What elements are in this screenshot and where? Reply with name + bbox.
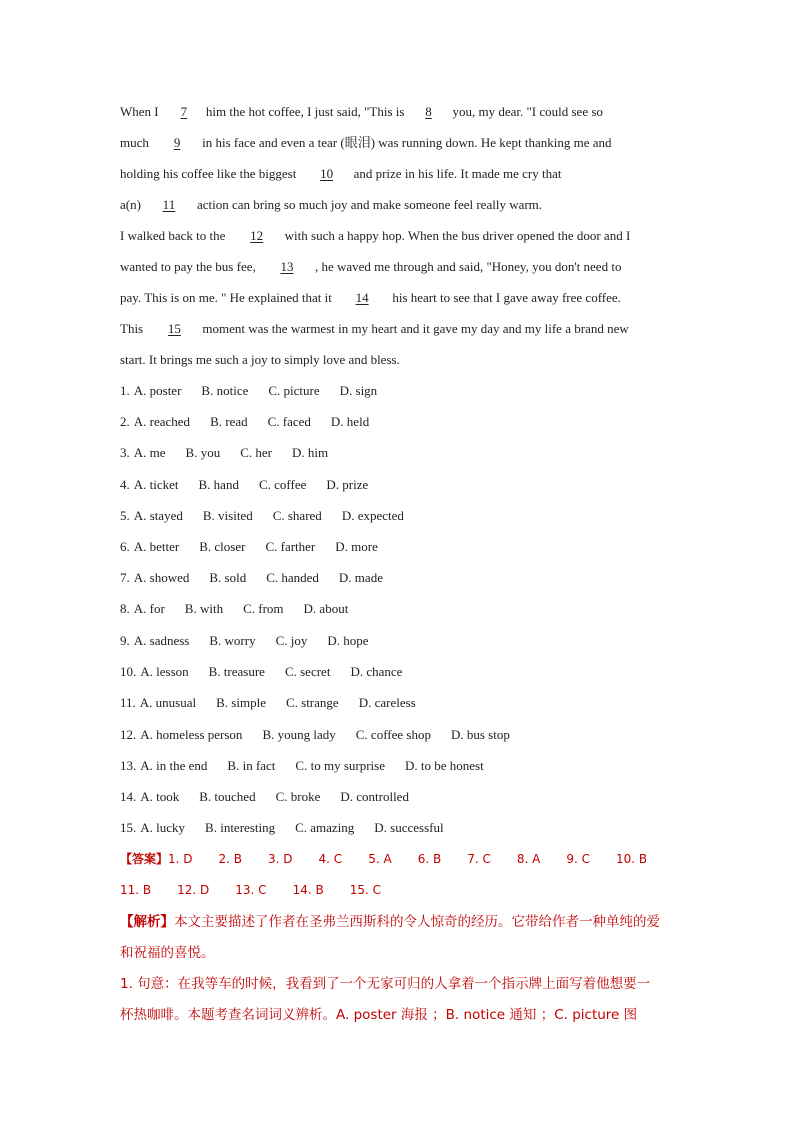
option-d: D. bus stop — [450, 727, 510, 742]
answer-item: 2. B — [218, 852, 243, 866]
answer-item: 6. B — [417, 852, 442, 866]
option-b: B. you — [185, 445, 221, 460]
blank-13: 13 — [280, 259, 294, 274]
passage-line-8 — [120, 320, 629, 338]
blank-8: 8 — [425, 104, 432, 119]
blank-14: 14 — [355, 290, 369, 305]
question-4 — [120, 476, 388, 494]
question-9 — [120, 632, 389, 650]
option-a: A. lesson — [140, 664, 189, 679]
option-a: A. poster — [133, 383, 182, 398]
text-segment: a(n) — [120, 197, 141, 212]
text-segment: pay. This is on me. " He explained that it — [120, 290, 336, 305]
option-b: B. closer — [199, 539, 246, 554]
option-b: B. read — [210, 414, 248, 429]
text-segment: When I — [120, 104, 162, 119]
option-a: A. lucky — [140, 820, 186, 835]
option-d: D. expected — [341, 508, 404, 523]
option-d: D. chance — [350, 664, 403, 679]
question-10 — [120, 663, 422, 681]
option-d: D. made — [338, 570, 383, 585]
option-c: C. from — [243, 601, 284, 616]
option-d: D. more — [335, 539, 378, 554]
option-c: C. strange — [285, 695, 339, 710]
text-segment: much — [120, 135, 153, 150]
question-number: 13. — [120, 758, 137, 773]
analysis-text: 和祝福的喜悦。 — [120, 945, 215, 961]
blank-9: 9 — [173, 135, 181, 150]
option-c: C. picture — [268, 383, 320, 398]
option-c: C. farther — [265, 539, 316, 554]
passage-line-5 — [120, 227, 630, 245]
option-b: B. hand — [198, 477, 239, 492]
text-segment: I walked back to the — [120, 228, 229, 243]
question-number: 6. — [120, 539, 130, 554]
text-segment: you, my dear. "I could see so — [452, 104, 603, 119]
option-a: A. stayed — [133, 508, 183, 523]
question-number: 10. — [120, 664, 137, 679]
answer-item: 14. B — [292, 883, 324, 897]
text-segment: and prize in his life. It made me cry that — [353, 166, 562, 181]
option-c: C. secret — [284, 664, 331, 679]
option-c: C. handed — [266, 570, 319, 585]
analysis-text: 1. 句意：在我等车的时候，我看到了一个无家可归的人拿着一个指示牌上面写着他想要一 — [120, 976, 651, 992]
option-b: B. with — [184, 601, 224, 616]
blank-10: 10 — [320, 166, 334, 181]
option-b: B. sold — [209, 570, 247, 585]
blank-12: 12 — [250, 228, 264, 243]
question-12 — [120, 726, 530, 744]
option-d: D. prize — [326, 477, 369, 492]
option-d: D. held — [330, 414, 370, 429]
option-c: C. joy — [275, 633, 308, 648]
text-segment: wanted to pay the bus fee, — [120, 259, 259, 274]
option-b: B. treasure — [208, 664, 265, 679]
option-a: A. sadness — [133, 633, 190, 648]
answer-item: 15. C — [349, 883, 381, 897]
question-14 — [120, 788, 429, 806]
question-6 — [120, 538, 398, 556]
option-a: A. ticket — [133, 477, 179, 492]
answer-item: 7. C — [467, 852, 491, 866]
text-segment: him the hot coffee, I just said, "This is — [205, 104, 405, 119]
passage-line-9 — [120, 351, 400, 369]
question-number: 7. — [120, 570, 130, 585]
question-1 — [120, 382, 397, 400]
option-d: D. him — [291, 445, 329, 460]
passage-line-4 — [120, 196, 542, 214]
question-number: 9. — [120, 633, 130, 648]
question-number: 2. — [120, 414, 130, 429]
option-a: A. unusual — [139, 695, 197, 710]
answer-row-1 — [120, 850, 673, 868]
option-d: D. to be honest — [404, 758, 484, 773]
question-number: 4. — [120, 477, 130, 492]
option-d: D. successful — [374, 820, 444, 835]
question-number: 5. — [120, 508, 130, 523]
option-b: B. young lady — [262, 727, 336, 742]
question-11 — [120, 694, 436, 712]
question-2 — [120, 413, 389, 431]
option-a: A. me — [133, 445, 166, 460]
question-3 — [120, 444, 348, 462]
option-a: A. in the end — [140, 758, 208, 773]
question-number: 14. — [120, 789, 137, 804]
passage-line-3 — [120, 165, 562, 183]
option-d: D. careless — [358, 695, 416, 710]
option-a: A. took — [140, 789, 180, 804]
option-b: B. in fact — [227, 758, 276, 773]
answer-item: 11. B — [120, 883, 152, 897]
answer-item: 4. C — [318, 852, 343, 866]
answer-item: 1. D — [168, 852, 193, 866]
text-segment: , he waved me through and said, "Honey, you don't need to — [314, 259, 622, 274]
analysis-line-2 — [120, 944, 215, 962]
question-number: 3. — [120, 445, 130, 460]
answer-item: 10. B — [615, 852, 648, 866]
option-d: D. about — [303, 601, 349, 616]
text-segment: his heart to see that I gave away free coffee. — [389, 290, 621, 305]
option-c: C. her — [240, 445, 272, 460]
text-segment: moment was the warmest in my heart and it gave my day and my life a brand new — [202, 321, 629, 336]
question-7 — [120, 569, 403, 587]
blank-15: 15 — [167, 321, 181, 336]
option-b: B. visited — [202, 508, 253, 523]
passage-line-7 — [120, 289, 621, 307]
question-number: 12. — [120, 727, 137, 742]
question-number: 8. — [120, 601, 130, 616]
answer-item: 8. A — [516, 852, 541, 866]
option-a: A. better — [133, 539, 180, 554]
question-5 — [120, 507, 424, 525]
question-number: 11. — [120, 695, 136, 710]
option-b: B. simple — [216, 695, 266, 710]
text-segment: with such a happy hop. When the bus driver opened the door and I — [284, 228, 631, 243]
option-a: A. homeless person — [140, 727, 243, 742]
analysis-line-4 — [120, 1006, 637, 1024]
analysis-label: 【解析】 — [120, 914, 174, 930]
option-b: B. worry — [209, 633, 256, 648]
option-b: B. interesting — [205, 820, 276, 835]
text-segment: This — [120, 321, 147, 336]
option-d: D. hope — [327, 633, 369, 648]
passage-line-2 — [120, 134, 612, 152]
analysis-text: 本文主要描述了作者在圣弗兰西斯科的令人惊奇的经历。它带给作者一种单纯的爱 — [174, 914, 660, 930]
answer-label: 【答案】 — [120, 852, 169, 866]
analysis-line-3 — [120, 975, 650, 993]
question-8 — [120, 600, 368, 618]
option-a: A. for — [133, 601, 165, 616]
option-c: C. broke — [275, 789, 321, 804]
text-segment: start. It brings me such a joy to simply love and bless. — [120, 352, 400, 367]
answer-item: 13. C — [235, 883, 267, 897]
question-15 — [120, 819, 464, 837]
passage-line-1 — [120, 103, 603, 121]
option-b: B. notice — [201, 383, 249, 398]
option-d: D. sign — [339, 383, 378, 398]
option-a: A. reached — [133, 414, 191, 429]
blank-11: 11 — [162, 197, 176, 212]
question-number: 1. — [120, 383, 130, 398]
analysis-text: 杯热咖啡。本题考查名词词义辨析。A. poster 海报 ；B. notice 通知 ；C. picture 图 — [120, 1007, 638, 1023]
question-number: 15. — [120, 820, 137, 835]
option-c: C. faced — [267, 414, 311, 429]
option-c: C. coffee shop — [355, 727, 431, 742]
blank-7: 7 — [180, 104, 188, 119]
passage-line-6 — [120, 258, 621, 276]
answer-item: 5. A — [368, 852, 392, 866]
answer-item: 9. C — [566, 852, 590, 866]
text-segment: holding his coffee like the biggest — [120, 166, 300, 181]
text-segment: in his face and even a tear (眼泪) was running down. He kept thanking me and — [202, 135, 612, 150]
option-d: D. controlled — [340, 789, 409, 804]
answer-item: 3. D — [268, 852, 293, 866]
question-13 — [120, 757, 504, 775]
option-b: B. touched — [199, 789, 256, 804]
text-segment: action can bring so much joy and make someone feel really warm. — [196, 197, 543, 212]
option-c: C. shared — [272, 508, 322, 523]
option-c: C. coffee — [258, 477, 307, 492]
option-c: C. to my surprise — [295, 758, 385, 773]
answer-item: 12. D — [177, 883, 210, 897]
option-c: C. amazing — [295, 820, 355, 835]
option-a: A. showed — [133, 570, 190, 585]
analysis-line-1 — [120, 913, 660, 931]
answer-row-2 — [120, 881, 407, 899]
